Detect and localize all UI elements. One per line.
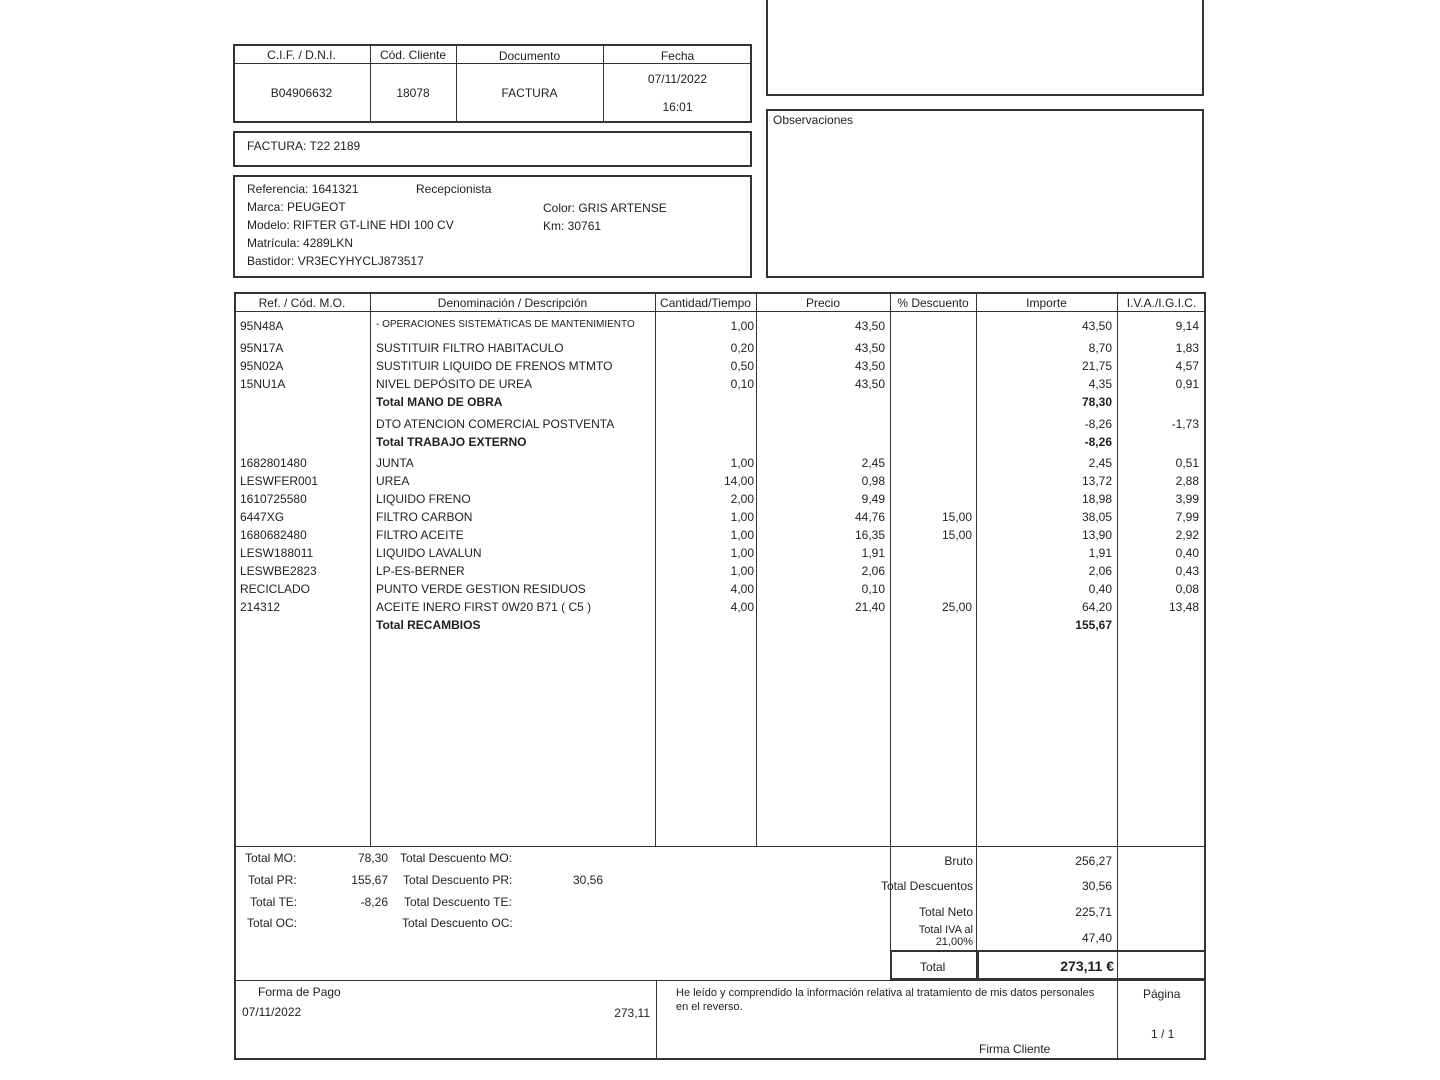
row-description: DTO ATENCION COMERCIAL POSTVENTA <box>376 417 615 431</box>
row-price: 9,49 <box>861 492 885 506</box>
row-price: 0,98 <box>861 474 885 488</box>
client-code-label: Cód. Cliente <box>379 48 447 62</box>
row-iva: 9,14 <box>1175 319 1199 333</box>
row-quantity: 0,10 <box>730 377 754 391</box>
row-quantity: 4,00 <box>730 582 754 596</box>
row-price: 21,40 <box>854 600 885 614</box>
row-iva: 3,99 <box>1175 492 1199 506</box>
payment-method-label: Forma de Pago <box>258 985 341 999</box>
total-te-label: Total TE: <box>250 895 298 909</box>
document-value: FACTURA <box>501 86 558 100</box>
row-quantity: 1,00 <box>730 319 754 333</box>
row-amount: 21,75 <box>1081 359 1112 373</box>
grand-total-value: 273,11 € <box>1060 958 1114 974</box>
row-ref: LESW188011 <box>240 546 314 560</box>
total-iva-label: Total IVA al 21,00% <box>918 924 973 948</box>
table-row <box>0 319 1440 337</box>
row-description: NIVEL DEPÓSITO DE UREA <box>376 377 533 391</box>
row-amount: 18,98 <box>1081 492 1112 506</box>
row-iva: 0,91 <box>1175 377 1199 391</box>
row-description: Total TRABAJO EXTERNO <box>376 435 527 449</box>
total-neto-label: Total Neto <box>918 905 973 919</box>
row-price: 1,91 <box>861 546 885 560</box>
table-row <box>0 417 1440 435</box>
discount-pr-value: 30,56 <box>573 873 604 887</box>
time-value: 16:01 <box>662 100 693 114</box>
row-quantity: 1,00 <box>730 528 754 542</box>
row-discount: 15,00 <box>941 528 972 542</box>
row-ref: 6447XG <box>240 510 285 524</box>
col-header-ref: Ref. / Cód. M.O. <box>258 296 346 310</box>
row-quantity: 1,00 <box>730 456 754 470</box>
table-row <box>0 600 1440 618</box>
invoice-number: FACTURA: T22 2189 <box>247 139 361 153</box>
row-iva: 7,99 <box>1175 510 1199 524</box>
row-iva: 2,92 <box>1175 528 1199 542</box>
row-amount: 8,70 <box>1088 341 1112 355</box>
row-iva: -1,73 <box>1171 417 1199 431</box>
row-price: 2,06 <box>861 564 885 578</box>
page-label: Página <box>1143 987 1181 1001</box>
row-iva: 0,51 <box>1175 456 1199 470</box>
table-row <box>0 510 1440 528</box>
row-discount: 15,00 <box>941 510 972 524</box>
table-row <box>0 435 1440 453</box>
row-description: JUNTA <box>376 456 414 470</box>
observations-label: Observaciones <box>773 113 854 127</box>
total-mo-value: 78,30 <box>357 851 388 865</box>
row-ref: LESWFER001 <box>240 474 319 488</box>
total-pr-label: Total PR: <box>248 873 297 887</box>
row-quantity: 14,00 <box>723 474 754 488</box>
row-description: FILTRO CARBON <box>376 510 473 524</box>
row-amount: 4,35 <box>1088 377 1112 391</box>
row-description: - OPERACIONES SISTEMÁTICAS DE MANTENIMIENTO <box>376 319 635 330</box>
col-header-desc: Denominación / Descripción <box>437 296 588 310</box>
payment-date: 07/11/2022 <box>242 1005 302 1019</box>
total-mo-label: Total MO: <box>245 851 297 865</box>
row-amount: 43,50 <box>1081 319 1112 333</box>
page-number: 1 / 1 <box>1151 1027 1175 1041</box>
table-row <box>0 582 1440 600</box>
table-row <box>0 359 1440 377</box>
total-descuentos-label: Total Descuentos <box>880 879 973 893</box>
table-row <box>0 395 1440 413</box>
date-value: 07/11/2022 <box>647 72 708 86</box>
row-quantity: 1,00 <box>730 546 754 560</box>
vehicle-vin: Bastidor: VR3ECYHYCLJ873517 <box>247 254 424 268</box>
cif-value: B04906632 <box>270 86 333 100</box>
row-iva: 0,43 <box>1175 564 1199 578</box>
row-description: FILTRO ACEITE <box>376 528 464 542</box>
total-neto-value: 225,71 <box>1075 905 1112 919</box>
table-row <box>0 492 1440 510</box>
row-iva: 0,40 <box>1175 546 1199 560</box>
row-ref: 15NU1A <box>240 377 286 391</box>
row-ref: 1610725580 <box>240 492 307 506</box>
row-amount: 1,91 <box>1088 546 1112 560</box>
row-ref: 1682801480 <box>240 456 307 470</box>
row-description: LIQUIDO LAVALUN <box>376 546 482 560</box>
row-iva: 0,08 <box>1175 582 1199 596</box>
row-ref: 95N02A <box>240 359 284 373</box>
row-ref: 95N17A <box>240 341 284 355</box>
table-row <box>0 546 1440 564</box>
table-row <box>0 341 1440 359</box>
row-amount: 0,40 <box>1088 582 1112 596</box>
discount-te-label: Total Descuento TE: <box>404 895 512 909</box>
row-price: 16,35 <box>854 528 885 542</box>
total-te-value: -8,26 <box>360 895 388 909</box>
date-label: Fecha <box>660 49 695 63</box>
discount-mo-label: Total Descuento MO: <box>400 851 513 865</box>
row-price: 0,10 <box>861 582 885 596</box>
row-ref: 95N48A <box>240 319 284 333</box>
row-amount: 13,90 <box>1081 528 1112 542</box>
row-price: 43,50 <box>854 319 885 333</box>
top-right-box <box>766 0 1204 96</box>
row-ref: 1680682480 <box>240 528 307 542</box>
table-row <box>0 474 1440 492</box>
col-header-discount: % Descuento <box>897 296 969 310</box>
row-iva: 4,57 <box>1175 359 1199 373</box>
total-descuentos-value: 30,56 <box>1081 879 1112 893</box>
row-price: 44,76 <box>854 510 885 524</box>
row-description: LIQUIDO FRENO <box>376 492 471 506</box>
row-amount: -8,26 <box>1084 417 1112 431</box>
row-amount: 78,30 <box>1081 395 1112 409</box>
col-header-price: Precio <box>805 296 840 310</box>
grand-total-label: Total <box>920 960 946 974</box>
row-description: LP-ES-BERNER <box>376 564 465 578</box>
table-row <box>0 618 1440 636</box>
row-amount: 155,67 <box>1075 618 1112 632</box>
vehicle-reference: Referencia: 1641321 <box>247 182 359 196</box>
client-signature-label: Firma Cliente <box>979 1042 1051 1056</box>
row-description: ACEITE INERO FIRST 0W20 B71 ( C5 ) <box>376 600 592 614</box>
row-amount: -8,26 <box>1084 435 1112 449</box>
total-pr-value: 155,67 <box>351 873 388 887</box>
row-ref: RECICLADO <box>240 582 311 596</box>
observations-box <box>766 109 1204 278</box>
row-amount: 64,20 <box>1081 600 1112 614</box>
row-description: Total RECAMBIOS <box>376 618 481 632</box>
row-price: 2,45 <box>861 456 885 470</box>
row-description: Total MANO DE OBRA <box>376 395 503 409</box>
row-price: 43,50 <box>854 359 885 373</box>
row-iva: 1,83 <box>1175 341 1199 355</box>
row-quantity: 2,00 <box>730 492 754 506</box>
row-amount: 2,45 <box>1088 456 1112 470</box>
total-iva-value: 47,40 <box>1081 931 1112 945</box>
client-code-value: 18078 <box>396 86 430 100</box>
document-label: Documento <box>498 49 561 63</box>
col-header-iva: I.V.A./I.G.I.C. <box>1126 296 1197 310</box>
discount-pr-label: Total Descuento PR: <box>403 873 513 887</box>
row-description: PUNTO VERDE GESTION RESIDUOS <box>376 582 586 596</box>
row-iva: 13,48 <box>1168 600 1199 614</box>
row-ref: 214312 <box>240 600 281 614</box>
row-price: 43,50 <box>854 341 885 355</box>
vehicle-brand: Marca: PEUGEOT <box>247 200 346 214</box>
row-quantity: 4,00 <box>730 600 754 614</box>
bruto-label: Bruto <box>944 854 973 868</box>
table-row <box>0 377 1440 395</box>
row-amount: 2,06 <box>1088 564 1112 578</box>
row-description: SUSTITUIR LIQUIDO DE FRENOS MTMTO <box>376 359 613 373</box>
vehicle-receptionist: Recepcionista <box>416 182 492 196</box>
row-iva: 2,88 <box>1175 474 1199 488</box>
vehicle-plate: Matrícula: 4289LKN <box>247 236 354 250</box>
row-quantity: 0,50 <box>730 359 754 373</box>
table-row <box>0 528 1440 546</box>
row-quantity: 1,00 <box>730 510 754 524</box>
privacy-notice: He leído y comprendido la información relativa al tratamiento de mis datos personales en el reverso. <box>676 987 1095 1013</box>
row-discount: 25,00 <box>941 600 972 614</box>
row-amount: 13,72 <box>1081 474 1112 488</box>
row-quantity: 0,20 <box>730 341 754 355</box>
bruto-value: 256,27 <box>1075 854 1112 868</box>
row-description: UREA <box>376 474 410 488</box>
row-quantity: 1,00 <box>730 564 754 578</box>
total-oc-label: Total OC: <box>247 916 298 930</box>
discount-oc-label: Total Descuento OC: <box>402 916 513 930</box>
row-amount: 38,05 <box>1081 510 1112 524</box>
vehicle-model: Modelo: RIFTER GT-LINE HDI 100 CV <box>247 218 454 232</box>
col-header-amount: Importe <box>1026 296 1067 310</box>
row-ref: LESWBE2823 <box>240 564 317 578</box>
vehicle-km: Km: 30761 <box>543 219 602 233</box>
cif-label: C.I.F. / D.N.I. <box>267 48 336 62</box>
table-row <box>0 456 1440 474</box>
col-header-qty: Cantidad/Tiempo <box>660 296 751 310</box>
table-row <box>0 564 1440 582</box>
payment-amount: 273,11 <box>614 1006 650 1020</box>
row-description: SUSTITUIR FILTRO HABITACULO <box>376 341 564 355</box>
row-price: 43,50 <box>854 377 885 391</box>
vehicle-color: Color: GRIS ARTENSE <box>543 201 667 215</box>
